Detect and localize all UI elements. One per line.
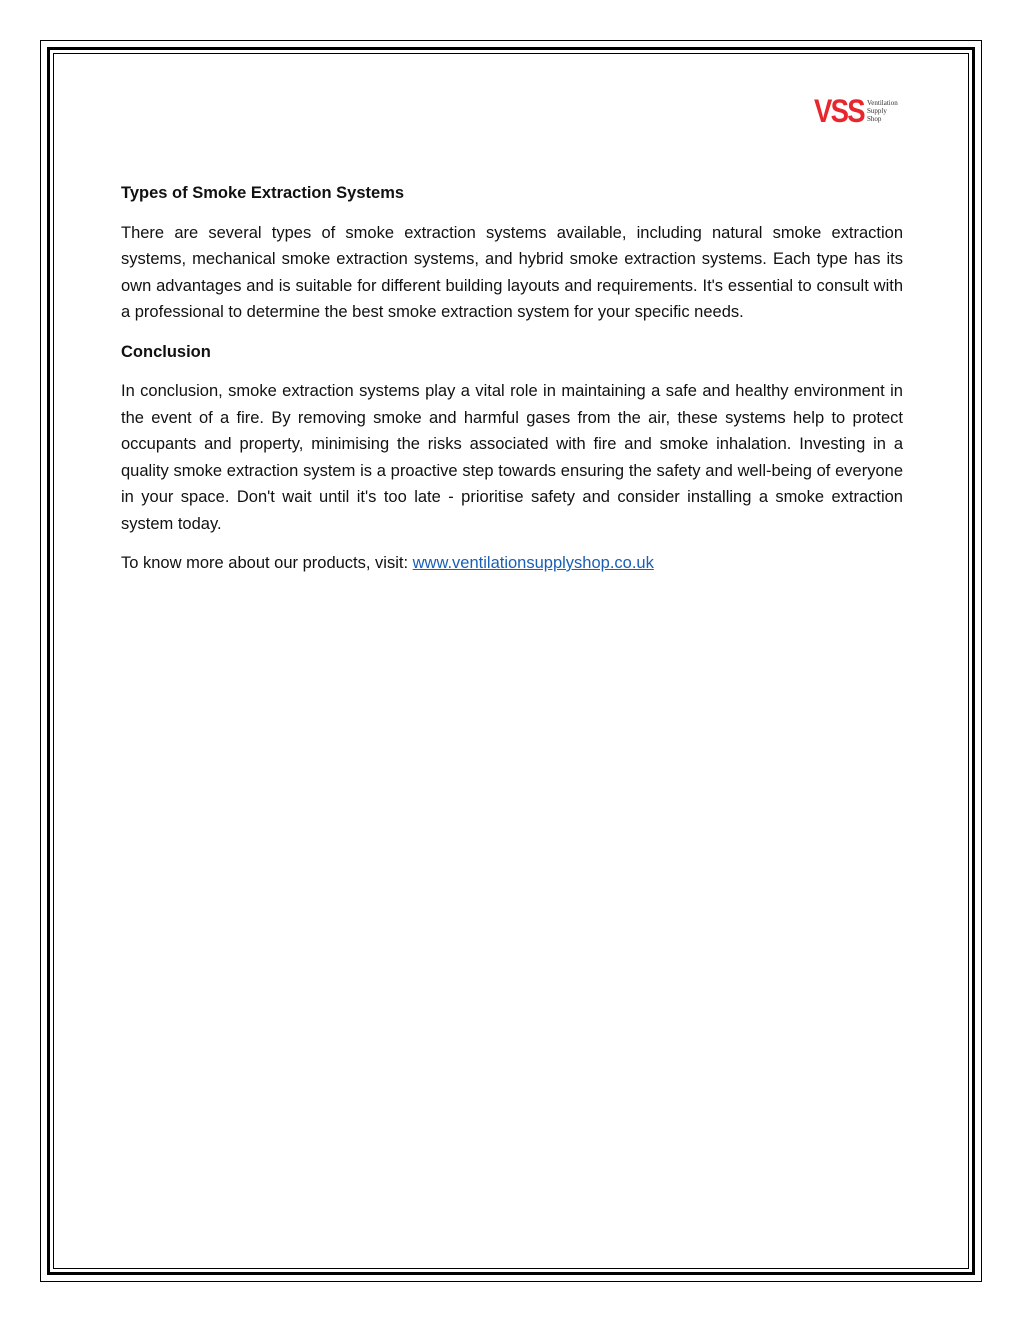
company-logo [814,95,904,127]
contact-line [121,550,903,577]
logo-word-ventilation: Ventilation [867,99,898,107]
website-link[interactable]: www.ventilationsupplyshop.co.uk [412,554,654,572]
section-heading-types: Types of Smoke Extraction Systems [121,184,405,202]
document-body [121,180,903,590]
logo-word-shop: Shop [867,115,882,123]
contact-text: To know more about our products, visit: [121,554,413,572]
logo-wordmark [867,99,898,123]
logo-mark: VSS [814,93,864,129]
logo-word-supply: Supply [867,107,887,115]
section-paragraph-types: There are several types of smoke extraction systems available, including natural smoke extraction systems, mechanical smoke extraction systems, and hybrid smoke extraction systems. Each type has its own advantages and is suitable for different building layouts and requirements. It's essential to consult with a professional to determine the best smoke extraction system for your specific needs. [121,223,903,321]
section-heading-conclusion: Conclusion [121,342,211,361]
section-paragraph-conclusion: In conclusion, smoke extraction systems play a vital role in maintaining a safe and healthy environment in the event of a fire. By removing smoke and harmful gases from the air, these systems help to protect occupants and property, minimising the risks associated with fire and smoke inhalation. Investing in a quality smoke extraction system is a proactive step towards ensuring the safety and well-being of everyone in your space. Don't wait until it's too late - prioritise safety and consider installing a smoke extraction system today. [121,382,903,533]
